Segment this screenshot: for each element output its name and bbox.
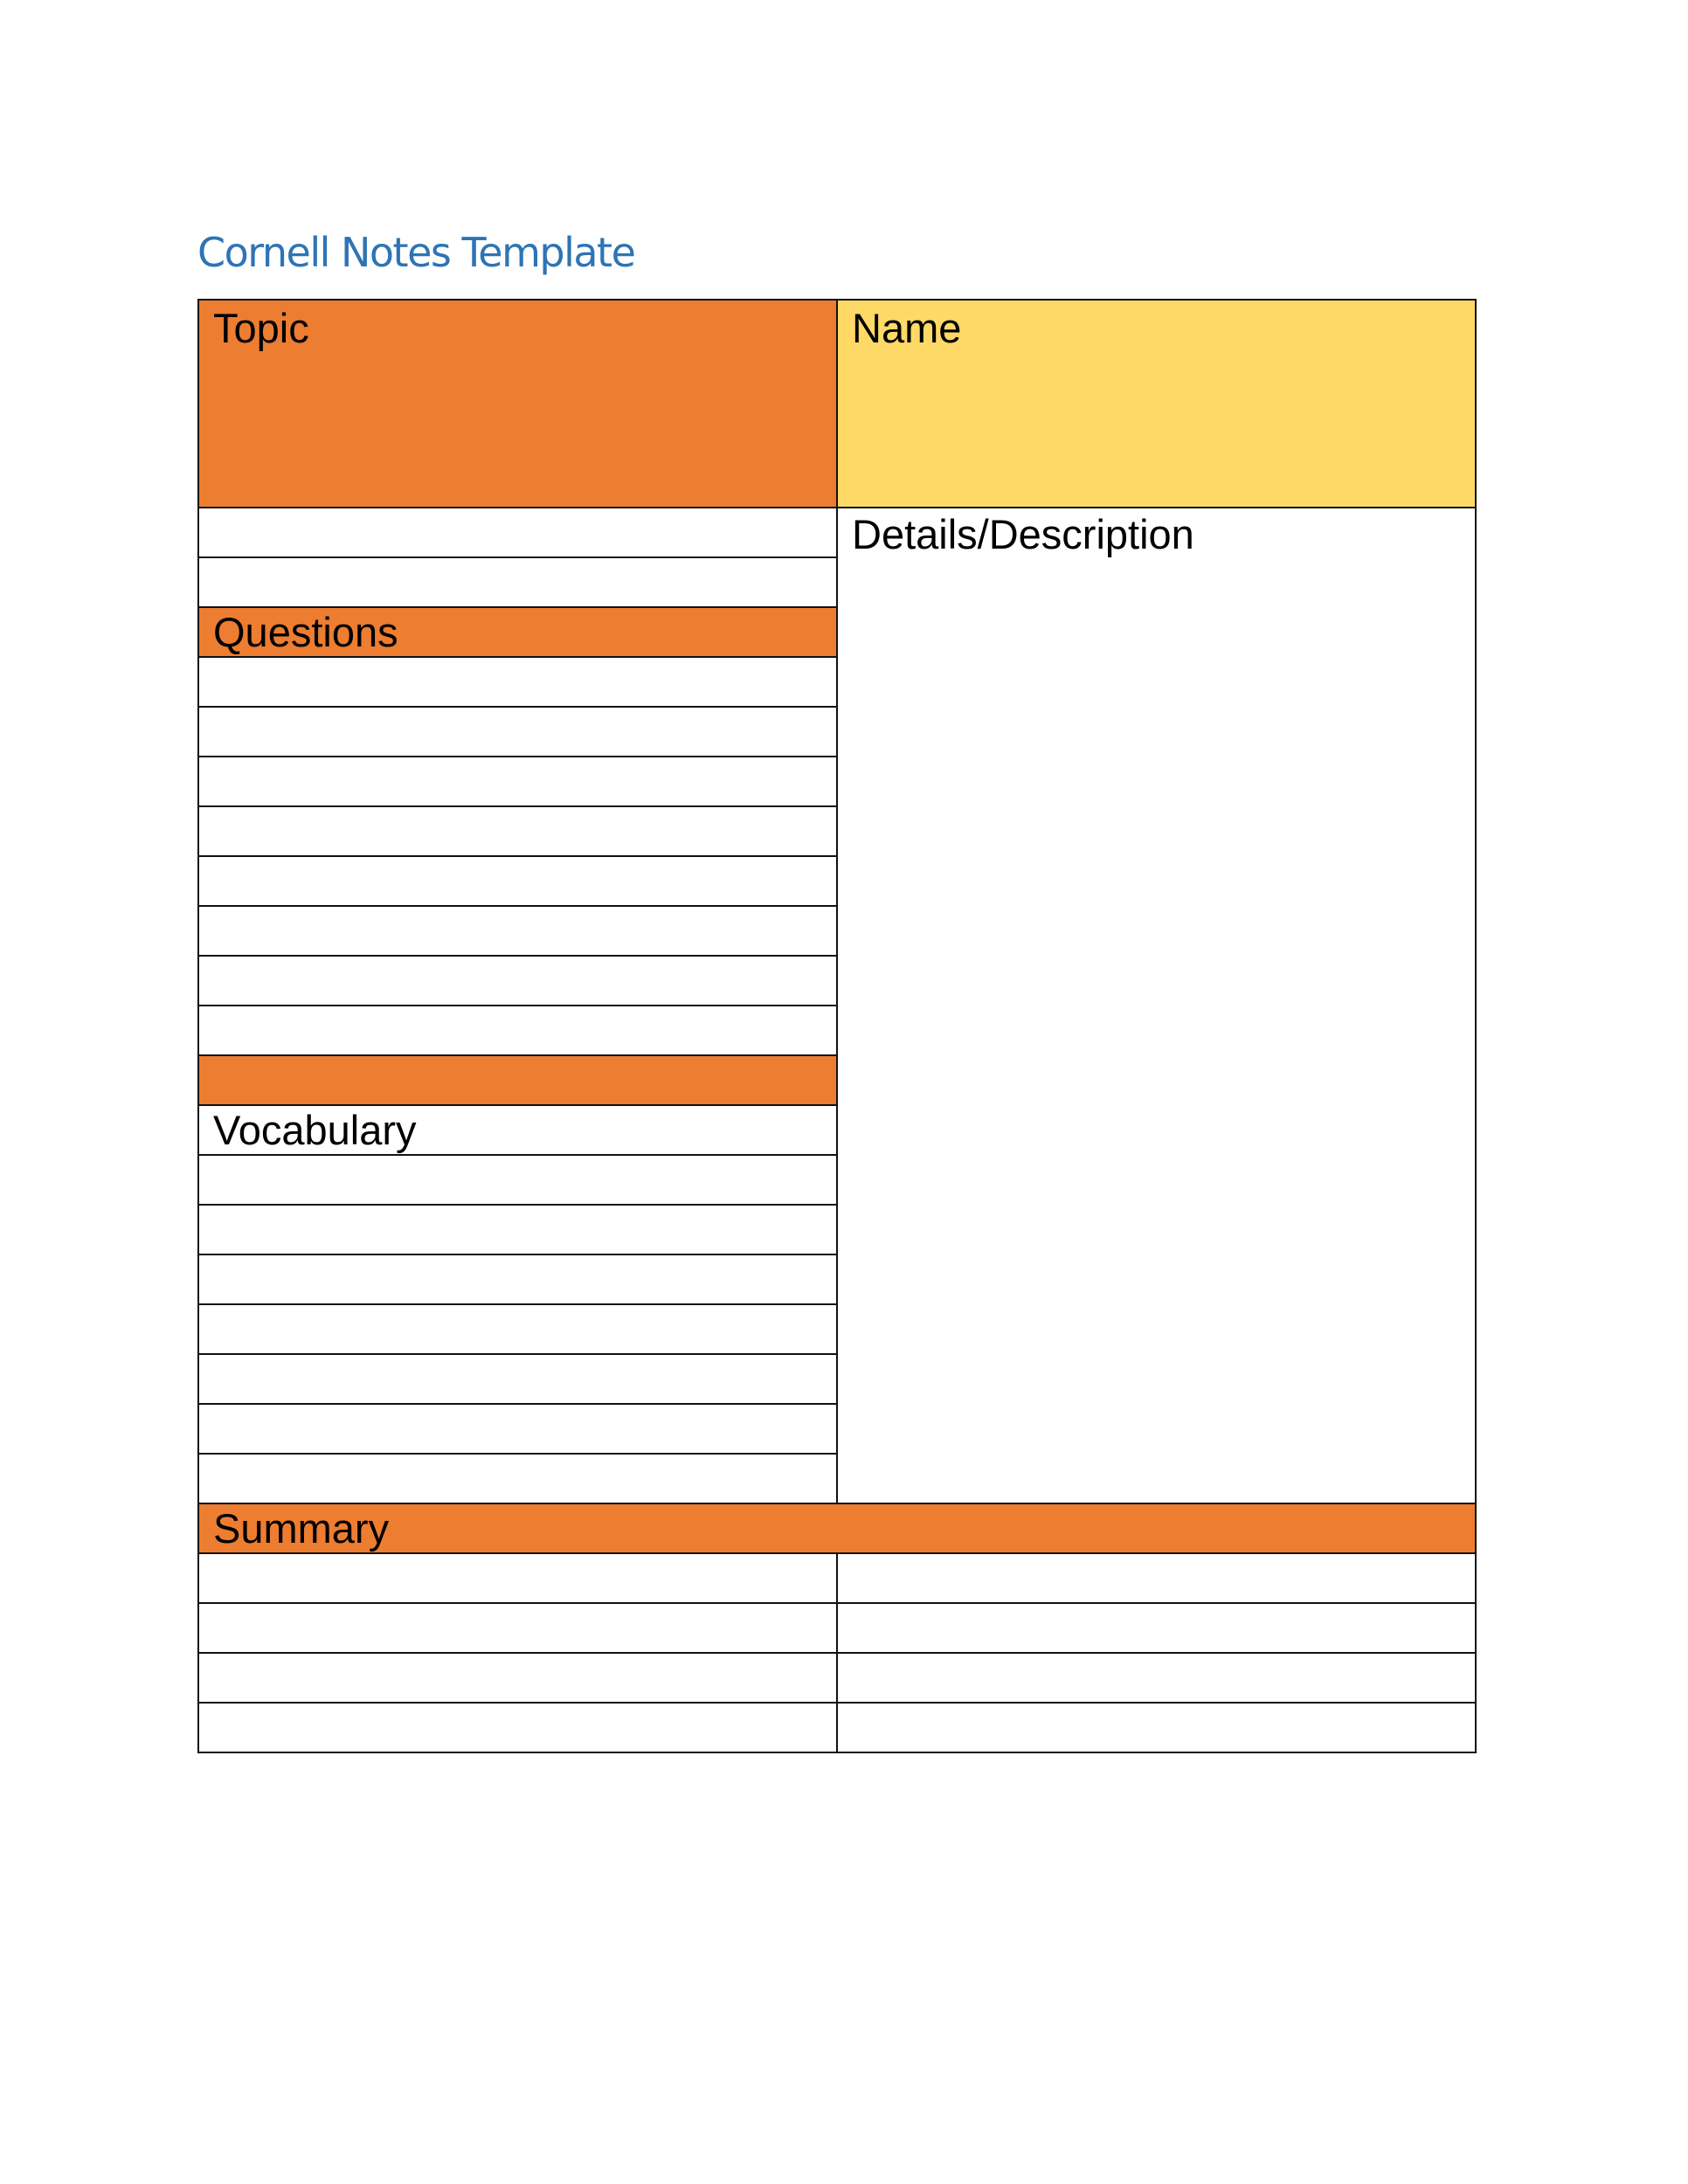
summary-header: Summary bbox=[198, 1503, 1476, 1553]
summary-line-right[interactable] bbox=[837, 1653, 1476, 1703]
question-line[interactable] bbox=[198, 657, 837, 707]
question-line[interactable] bbox=[198, 906, 837, 956]
summary-line-left[interactable] bbox=[198, 1553, 837, 1603]
page-title: Cornell Notes Template bbox=[197, 229, 635, 276]
topic-line[interactable] bbox=[198, 508, 837, 557]
questions-header: Questions bbox=[198, 607, 837, 657]
vocabulary-line[interactable] bbox=[198, 1155, 837, 1205]
section-divider bbox=[198, 1055, 837, 1105]
question-line[interactable] bbox=[198, 1006, 837, 1055]
summary-line-right[interactable] bbox=[837, 1603, 1476, 1653]
vocabulary-line[interactable] bbox=[198, 1454, 837, 1503]
topic-cell[interactable]: Topic bbox=[198, 300, 837, 508]
name-cell[interactable]: Name bbox=[837, 300, 1476, 508]
summary-line-left[interactable] bbox=[198, 1703, 837, 1752]
details-cell[interactable]: Details/Description bbox=[837, 508, 1476, 1503]
cornell-notes-table bbox=[197, 299, 1477, 1753]
vocabulary-header: Vocabulary bbox=[198, 1105, 837, 1155]
question-line[interactable] bbox=[198, 956, 837, 1006]
question-line[interactable] bbox=[198, 856, 837, 906]
question-line[interactable] bbox=[198, 757, 837, 806]
summary-line-right[interactable] bbox=[837, 1703, 1476, 1752]
vocabulary-line[interactable] bbox=[198, 1354, 837, 1404]
summary-line-left[interactable] bbox=[198, 1653, 837, 1703]
question-line[interactable] bbox=[198, 707, 837, 757]
vocabulary-line[interactable] bbox=[198, 1304, 837, 1354]
question-line[interactable] bbox=[198, 806, 837, 856]
summary-line-right[interactable] bbox=[837, 1553, 1476, 1603]
topic-line[interactable] bbox=[198, 557, 837, 607]
summary-line-left[interactable] bbox=[198, 1603, 837, 1653]
vocabulary-line[interactable] bbox=[198, 1254, 837, 1304]
vocabulary-line[interactable] bbox=[198, 1404, 837, 1454]
vocabulary-line[interactable] bbox=[198, 1205, 837, 1254]
